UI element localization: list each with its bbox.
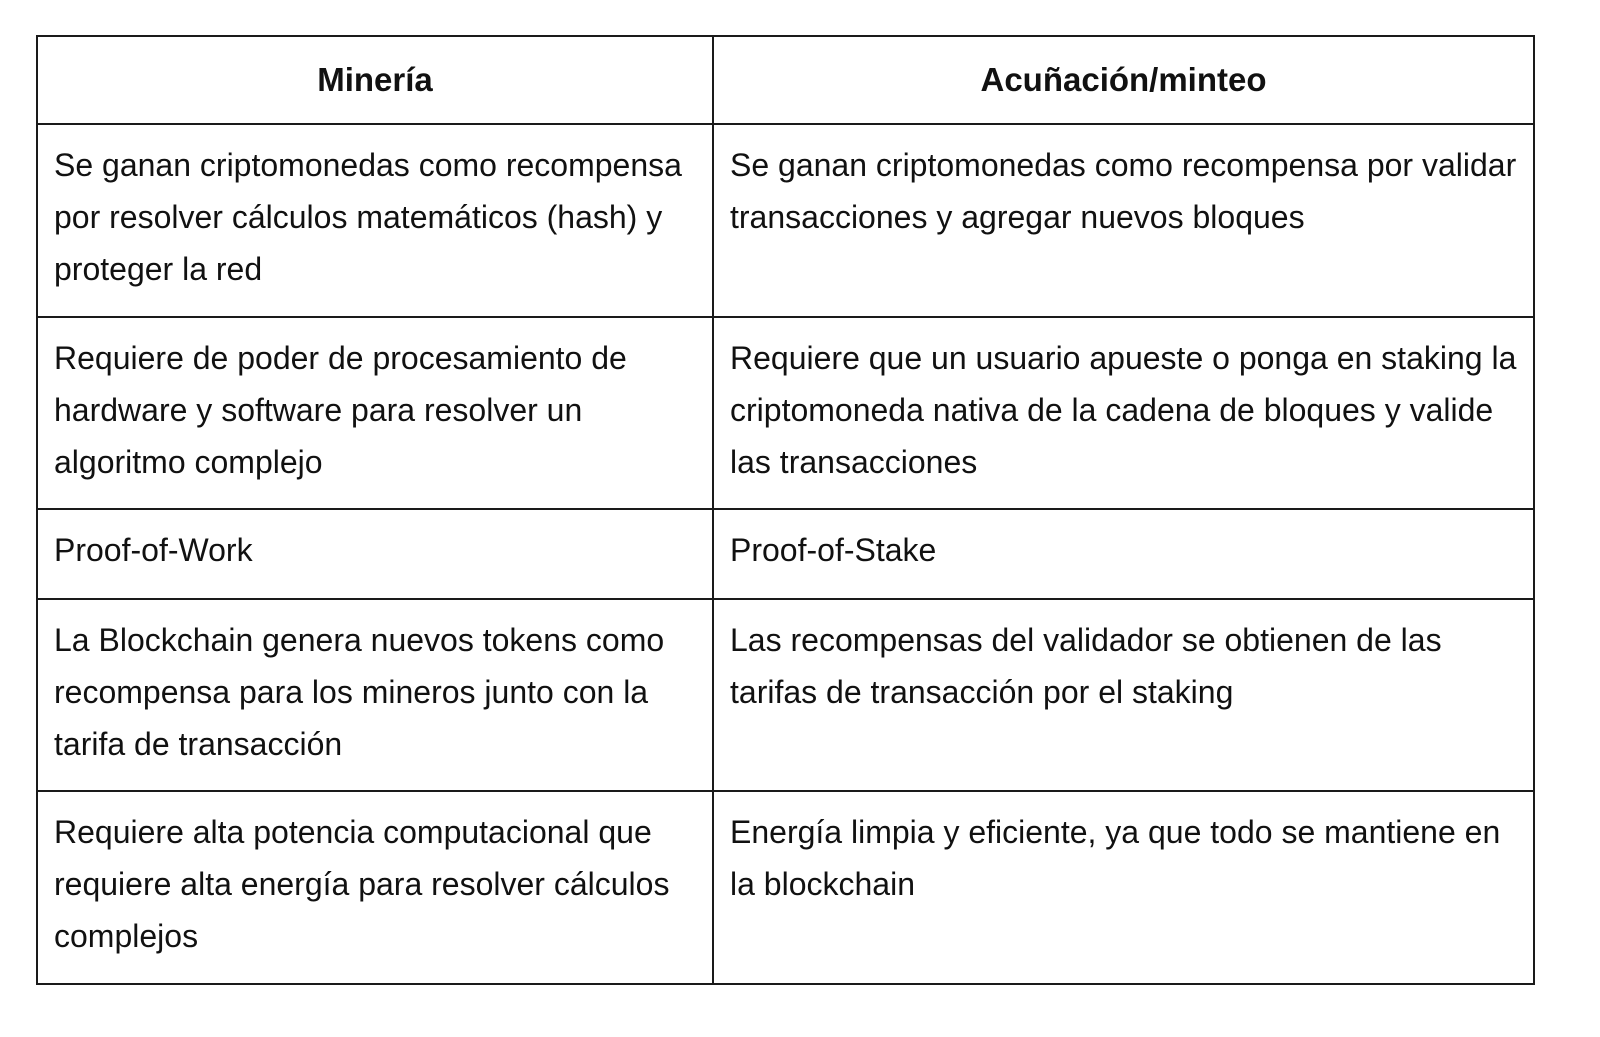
cell-mineria: Proof-of-Work [37,509,713,599]
table-header [37,36,1534,124]
table-body [37,124,1534,984]
cell-acunacion: Requiere que un usuario apueste o ponga en staking la criptomoneda nativa de la cadena de bloques y valide las transacciones [713,317,1534,509]
header-row [37,36,1534,124]
table-row [37,317,1534,509]
comparison-table [36,35,1535,985]
header-acunacion: Acuñación/minteo [713,36,1534,124]
table-row [37,791,1534,984]
cell-mineria: Requiere de poder de procesamiento de hardware y software para resolver un algoritmo complejo [37,317,713,509]
header-mineria: Minería [37,36,713,124]
cell-mineria: La Blockchain genera nuevos tokens como recompensa para los mineros junto con la tarifa de transacción [37,599,713,791]
cell-mineria: Se ganan criptomonedas como recompensa por resolver cálculos matemáticos (hash) y proteger la red [37,124,713,317]
table-row [37,124,1534,317]
cell-acunacion: Las recompensas del validador se obtienen de las tarifas de transacción por el staking [713,599,1534,791]
cell-acunacion: Se ganan criptomonedas como recompensa por validar transacciones y agregar nuevos bloques [713,124,1534,317]
table-row [37,509,1534,599]
table-row [37,599,1534,791]
cell-acunacion: Proof-of-Stake [713,509,1534,599]
cell-acunacion: Energía limpia y eficiente, ya que todo se mantiene en la blockchain [713,791,1534,984]
cell-mineria: Requiere alta potencia computacional que requiere alta energía para resolver cálculos complejos [37,791,713,984]
